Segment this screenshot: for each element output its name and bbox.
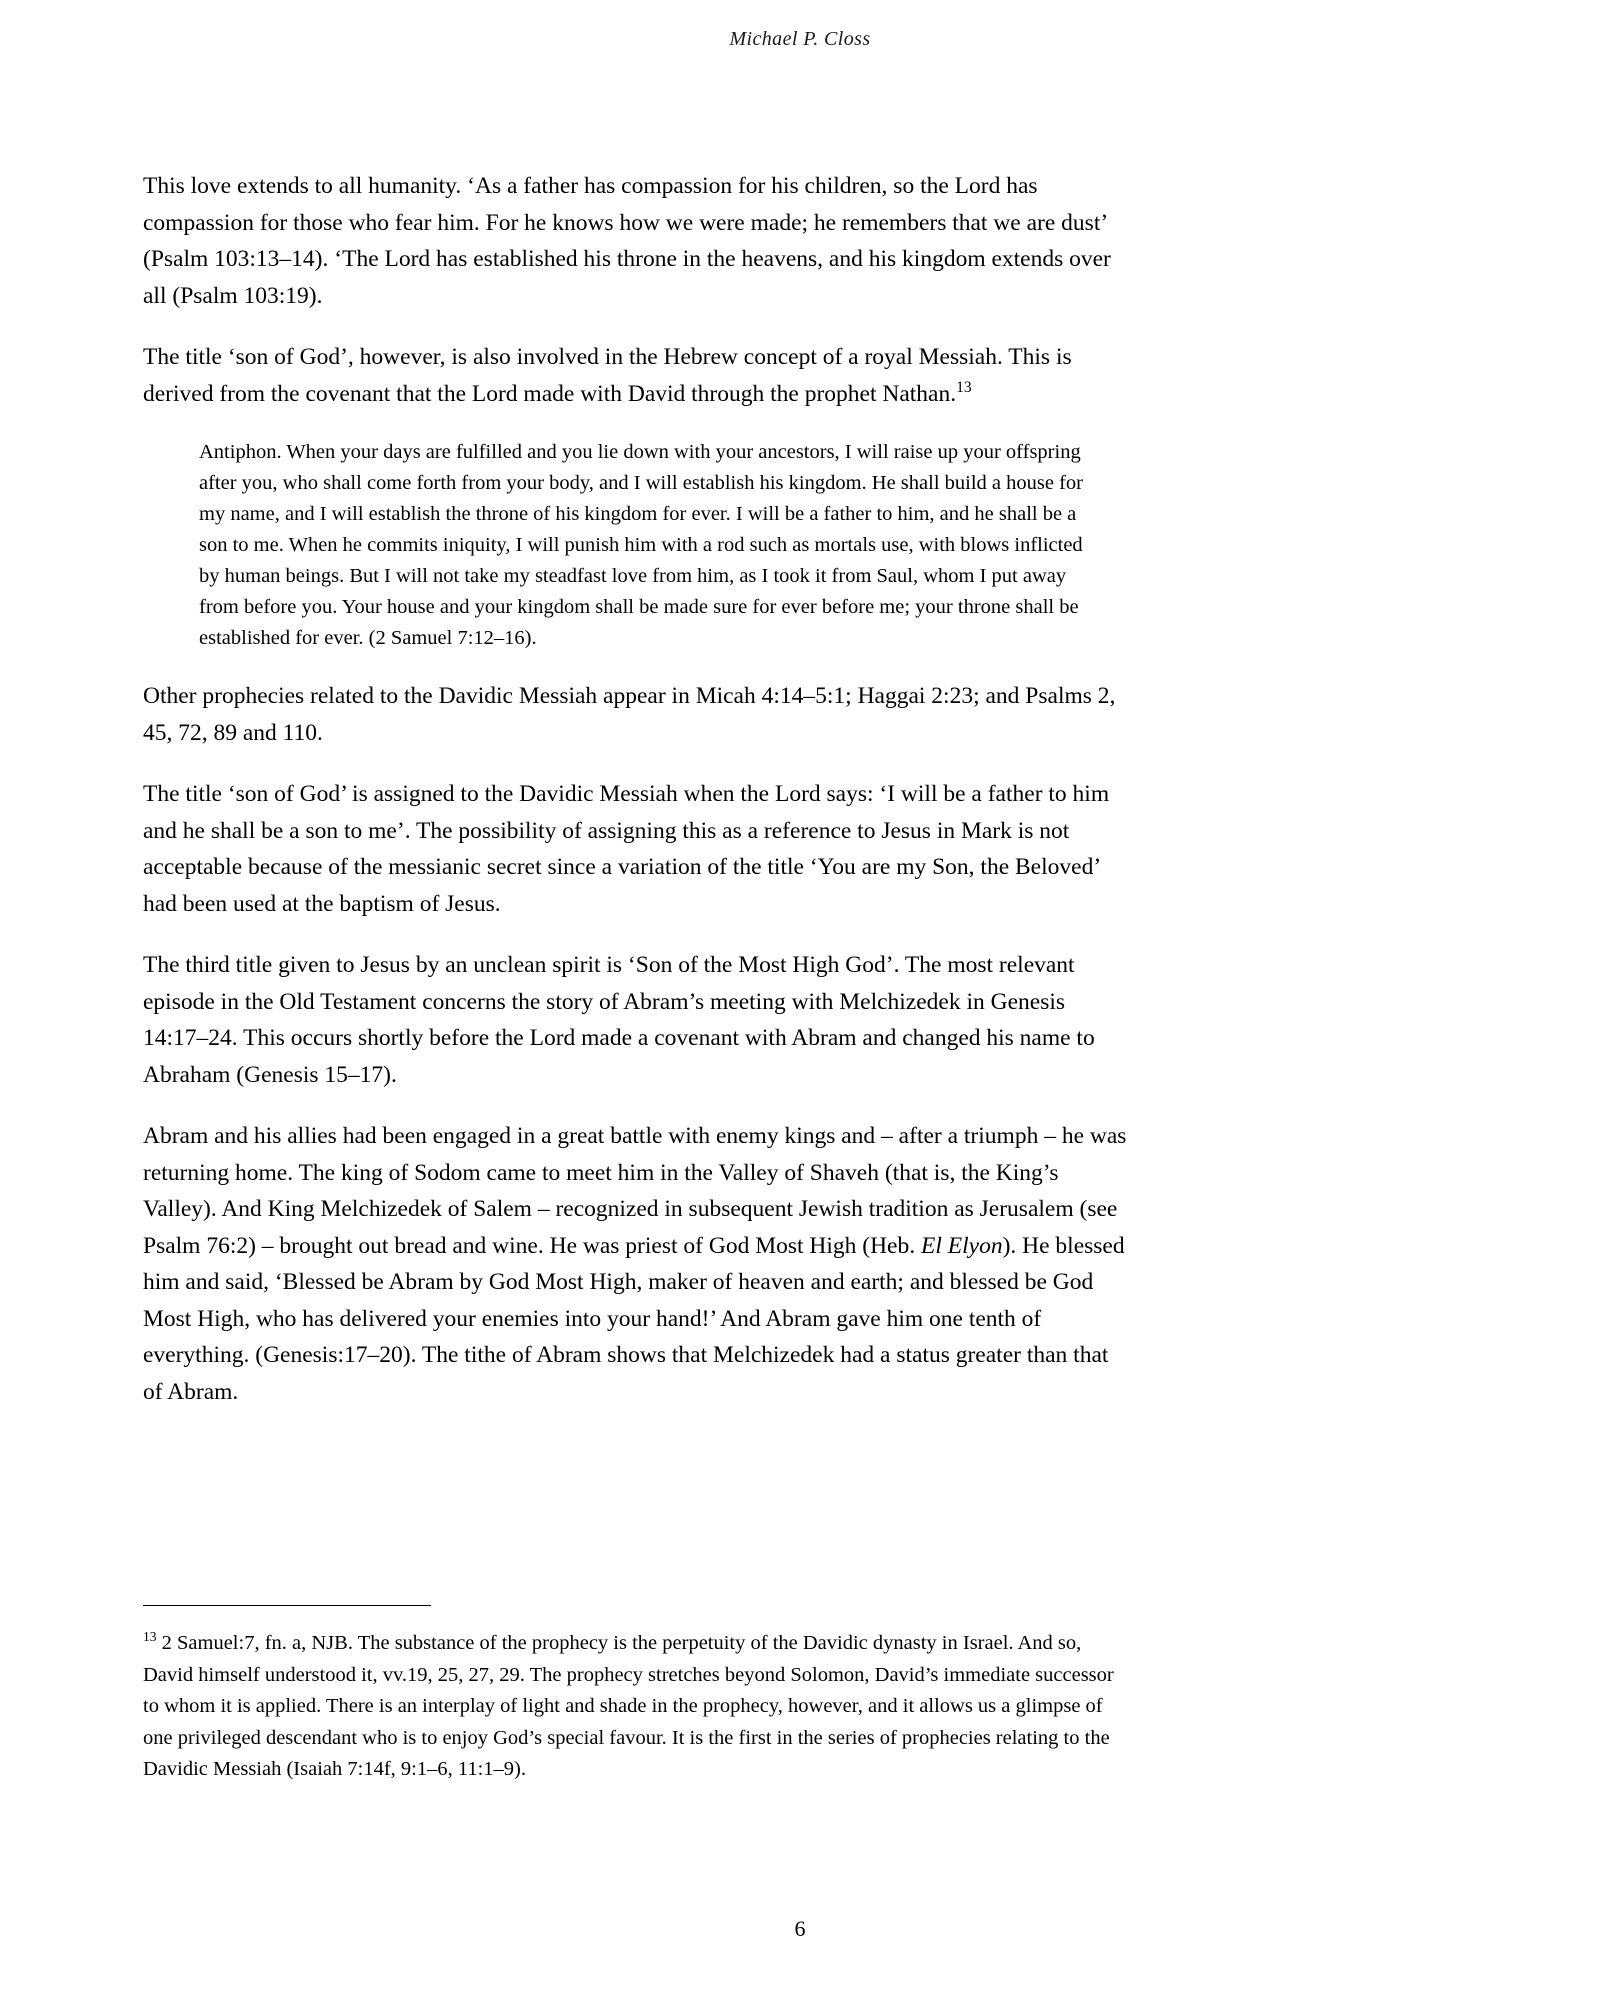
paragraph-2-text: The title ‘son of God’, however, is also involved in the Hebrew concept of a royal Messiah. This is derived from the covenant that the Lord made with David through the prophet Nathan.	[143, 344, 1072, 407]
footnote-13	[143, 1628, 1128, 1786]
paragraph-4: The title ‘son of God’ is assigned to the Davidic Messiah when the Lord says: ‘I will be a father to him and he shall be a son to me’. The possibility of assigning this as a reference to Jesus in Mark is not acceptable because of the messianic secret since a variation of the title ‘You are my Son, the Beloved’ had been used at the baptism of Jesus.	[143, 781, 1110, 917]
blockquote-text: Antiphon. When your days are fulfilled and you lie down with your ancestors, I will raise up your offspring after you, who shall come forth from your body, and I will establish his kingdom. He shall build a house for my name, and I will establish the throne of his kingdom for ever. I will be a father to him, and he shall be a son to me. When he commits iniquity, I will punish him with a rod such as mortals use, with blows inflicted by human beings. But I will not take my steadfast love from him, as I took it from Saul, whom I put away from before you. Your house and your kingdom shall be made sure for ever before me; your throne shall be established for ever. (2 Samuel 7:12–16).	[199, 441, 1083, 649]
footnote-number: 13	[143, 1629, 157, 1645]
paragraph-6	[143, 1118, 1128, 1410]
paragraph-6-text-part-2: ). He blessed him and said, ‘Blessed be Abram by God Most High, maker of heaven and earth; and blessed be God Most High, who has delivered your enemies into your hand!’ And Abram gave him one tenth of everything. (Genesis:17–20). The tithe of Abram shows that Melchizedek had a status greater than that of Abram.	[143, 1232, 1125, 1405]
footnote-separator-rule	[143, 1605, 431, 1606]
footnote-section	[143, 1605, 1128, 1786]
running-head: Michael P. Closs	[729, 28, 871, 50]
blockquote-2-samuel	[143, 437, 1128, 654]
footnote-body-text: 2 Samuel:7, fn. a, NJB. The substance of the prophecy is the perpetuity of the Davidic dynasty in Israel. And so, David himself understood it, vv.19, 25, 27, 29. The prophecy stretches beyond Solomon, David’s immediate successor to whom it is applied. There is an interplay of light and shade in the prophecy, however, and it allows us a glimpse of one privileged descendant who is to enjoy God’s special favour. It is the first in the series of prophecies relating to the Davidic Messiah (Isaiah 7:14f, 9:1–6, 11:1–9).	[143, 1632, 1114, 1780]
paragraph-2	[143, 339, 1128, 412]
paragraph-1: This love extends to all humanity. ‘As a father has compassion for his children, so the Lord has compassion for those who fear him. For he knows how we were made; he remembers that we are dust’ (Psalm 103:13–14). ‘The Lord has established his throne in the heavens, and his kingdom extends over all (Psalm 103:19).	[143, 173, 1111, 309]
italic-term-el-elyon: El Elyon	[921, 1232, 1003, 1259]
paragraph-6-text-part-1: Abram and his allies had been engaged in a great battle with enemy kings and – after a triumph – he was returning home. The king of Sodom came to meet him in the Valley of Shaveh (that is, the King’s Valley). And King Melchizedek of Salem – recognized in subsequent Jewish tradition as Jerusalem (see Psalm 76:2) – brought out bread and wine. He was priest of God Most High (Heb.	[143, 1123, 1127, 1259]
page-number: 6	[794, 1916, 806, 1941]
paragraph-5: The third title given to Jesus by an unclean spirit is ‘Son of the Most High God’. The most relevant episode in the Old Testament concerns the story of Abram’s meeting with Melchizedek in Genesis 14:17–24. This occurs shortly before the Lord made a covenant with Abram and changed his name to Abraham (Genesis 15–17).	[143, 952, 1095, 1088]
footnote-reference-13[interactable]: 13	[956, 378, 972, 396]
paragraph-3: Other prophecies related to the Davidic Messiah appear in Micah 4:14–5:1; Haggai 2:23; and Psalms 2, 45, 72, 89 and 110.	[143, 683, 1116, 746]
body-text-column	[143, 168, 1128, 1410]
